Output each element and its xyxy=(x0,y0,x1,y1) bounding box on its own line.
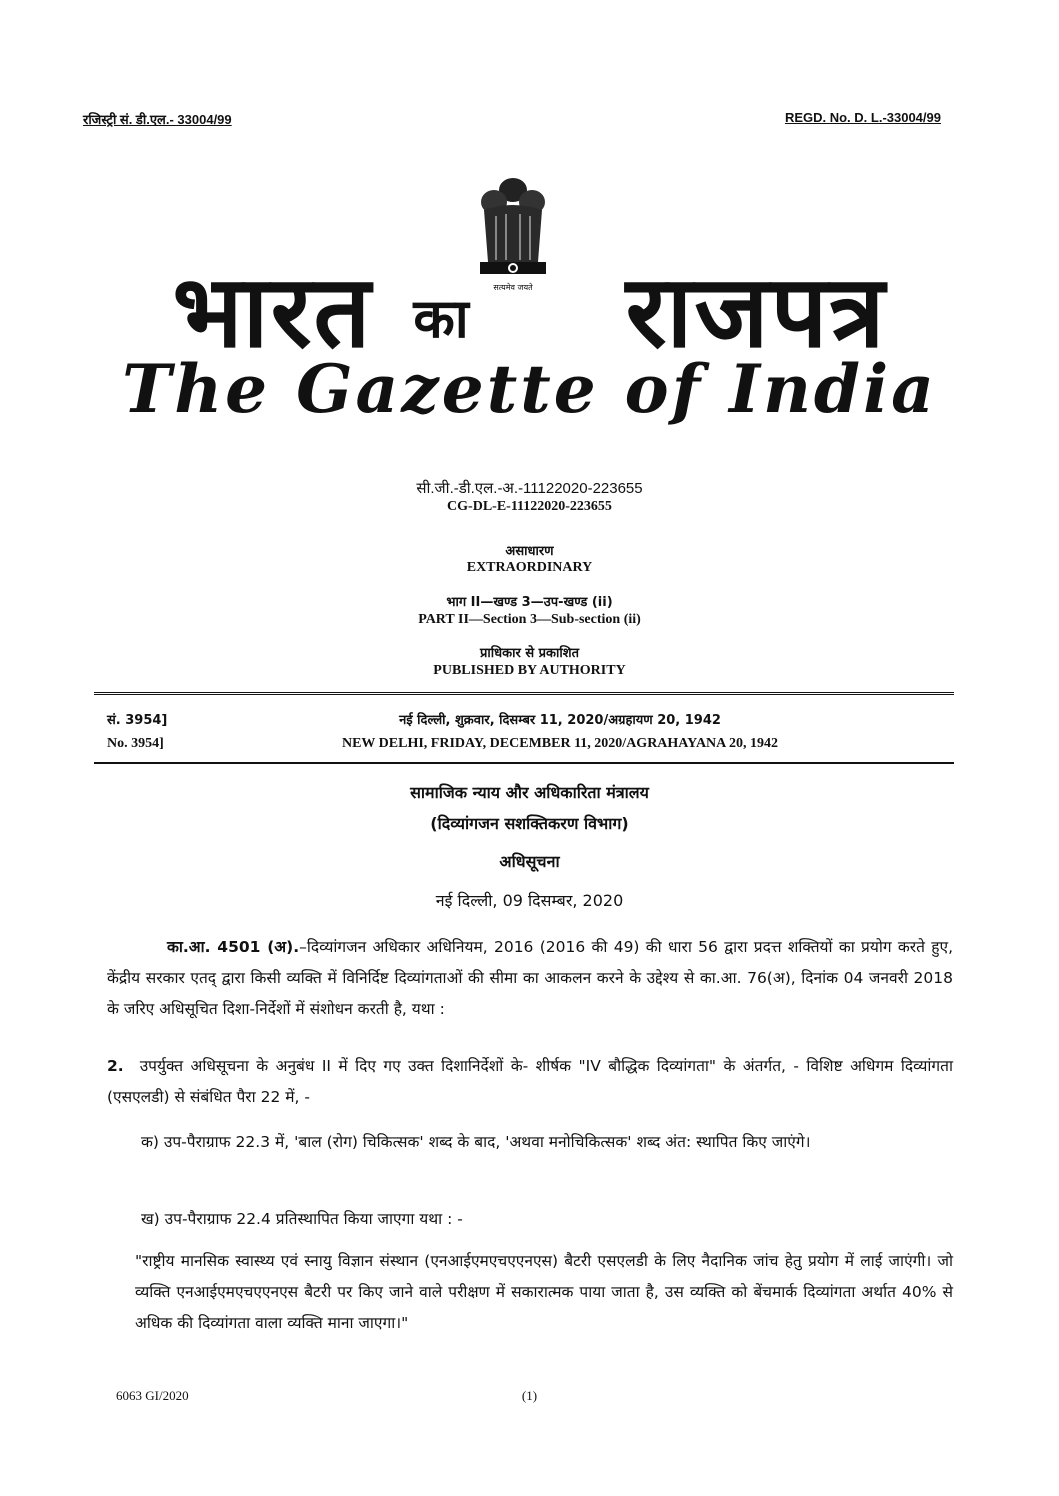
item-b: ख) उप-पैराग्राफ 22.4 प्रतिस्थापित किया जाएगा यथा : - xyxy=(141,1210,463,1228)
quoted-substitution: "राष्ट्रीय मानसिक स्वास्थ्य एवं स्नायु विज्ञान संस्थान (एनआईएमएचएएनएस) बैटरी एसएलडी के लिए नैदानिक जांच हेतु प्रयोग में लाई जाएंगी। जो व्यक्ति एनआईएमएचएएनएस बैटरी पर किए जाने वाले परीक्षण में सकारात्मक पाया जाता है, उस व्यक्ति को बेंचमार्क दिव्यांगता अर्थात 40% से अधिक की दिव्यांगता वाला व्यक्ति माना जाएगा।" xyxy=(135,1252,953,1332)
ministry-heading: सामाजिक न्याय और अधिकारिता मंत्रालय xyxy=(410,783,649,802)
paragraph-1 xyxy=(107,932,953,1025)
issue-date-hindi: नई दिल्ली, शुक्रवार, दिसम्बर 11, 2020/अग्रहायण 20, 1942 xyxy=(399,713,721,728)
masthead-hindi-ka: का xyxy=(413,286,471,350)
part-hindi: भाग II—खण्ड 3—उप-खण्ड (ii) xyxy=(446,595,613,610)
bottom-divider xyxy=(94,762,954,764)
item-a: क) उप-पैराग्राफ 22.3 में, 'बाल (रोग) चिकित्सक' शब्द के बाद, 'अथवा मनोचिकित्सक' शब्द अंत: स्थापित किए जाएंगे। xyxy=(141,1133,811,1151)
part-english: PART II—Section 3—Sub-section (ii) xyxy=(418,612,641,627)
regd-number-english: REGD. No. D. L.-33004/99 xyxy=(784,110,941,125)
masthead-hindi xyxy=(0,253,1059,370)
masthead-hindi-rajpatra: राजपत्र xyxy=(625,253,887,370)
masthead-english: The Gazette of India xyxy=(122,350,937,428)
footer-print-code: 6063 GI/2020 xyxy=(116,1388,189,1403)
paragraph-2-text: उपर्युक्त अधिसूचना के अनुबंध II में दिए गए उक्त दिशानिर्देशों के- शीर्षक "IV बौद्धिक दिव्यांगता" के अंतर्गत, - विशिष्ट अधिगम दिव्यांगता (एसएलडी) से संबंधित पैरा 22 में, - xyxy=(107,1057,953,1106)
gazette-code-hindi: सी.जी.-डी.एल.-अ.-11122020-223655 xyxy=(416,480,643,497)
order-reference: का.आ. 4501 (अ). xyxy=(167,938,300,956)
regd-number-hindi: रजिस्ट्री सं. डी.एल.- 33004/99 xyxy=(83,112,232,127)
emblem-motto: सत्यमेव जयते xyxy=(493,283,533,292)
authority-english: PUBLISHED BY AUTHORITY xyxy=(433,663,626,678)
issue-date-english: NEW DELHI, FRIDAY, DECEMBER 11, 2020/AGRAHAYANA 20, 1942 xyxy=(341,736,779,751)
paragraph-1-text: –दिव्यांगजन अधिकार अधिनियम, 2016 (2016 की 49) की धारा 56 द्वारा प्रदत्त शक्तियों का प्रयोग करते हुए, केंद्रीय सरकार एतद् द्वारा किसी व्यक्ति में विनिर्दिष्ट दिव्यांगताओं की सीमा का आकलन करने के उद्देश्य से का.आ. 76(अ), दिनांक 04 जनवरी 2018 के जरिए अधिसूचित दिशा-निर्देशों में संशोधन करती है, यथा : xyxy=(107,938,953,1018)
top-divider xyxy=(94,692,954,695)
extraordinary-english: EXTRAORDINARY xyxy=(466,560,593,575)
authority-hindi: प्राधिकार से प्रकाशित xyxy=(480,646,579,661)
paragraph-2 xyxy=(107,1051,953,1113)
page-number: (1) xyxy=(521,1388,538,1403)
paragraph-2-number: 2. xyxy=(107,1057,124,1075)
notification-title: अधिसूचना xyxy=(499,852,560,871)
issue-number-hindi: सं. 3954] xyxy=(107,713,168,728)
issue-number-english: No. 3954] xyxy=(107,736,164,751)
department-heading: (दिव्यांगजन सशक्तिकरण विभाग) xyxy=(430,814,629,833)
masthead-hindi-bharat: भारत xyxy=(172,253,373,370)
gazette-code-english: CG-DL-E-11122020-223655 xyxy=(447,499,612,514)
notification-place-date: नई दिल्ली, 09 दिसम्बर, 2020 xyxy=(435,891,624,910)
extraordinary-hindi: असाधारण xyxy=(505,544,554,559)
